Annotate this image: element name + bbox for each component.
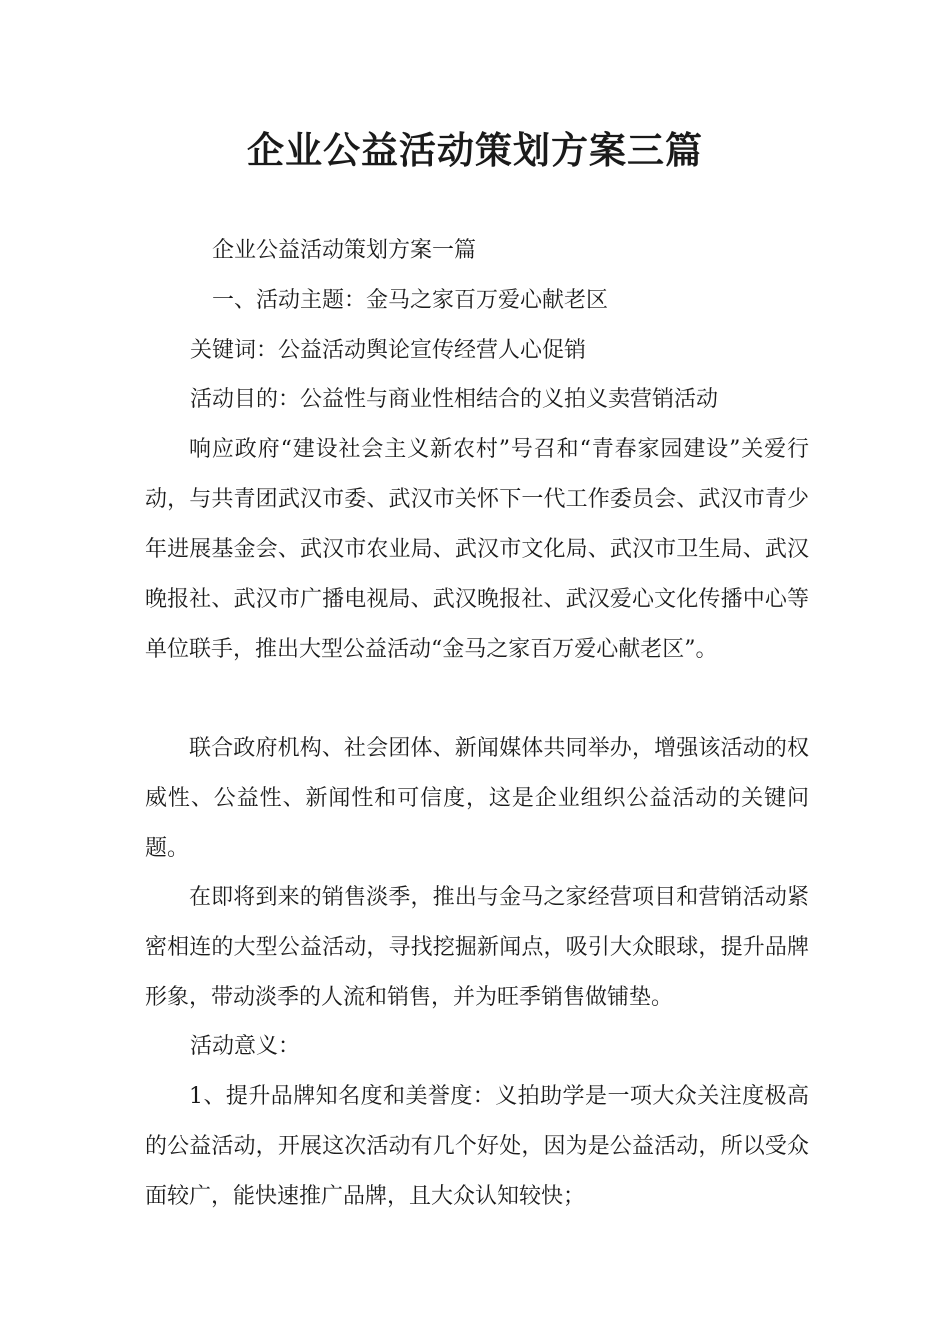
keywords-line: 关键词：公益活动舆论宣传经营人心促销 (190, 338, 587, 363)
point-1: 1、提升品牌知名度和美誉度：义拍助学是一项大众关注度极高的公益活动，开展这次活动有几个好处，因为是公益活动，所以受众面较广，能快速推广品牌，且大众认知较快； (145, 1084, 809, 1209)
document-title: 企业公益活动策划方案三篇 (247, 129, 703, 172)
paragraph-1: 响应政府“建设社会主义新农村”号召和“青春家园建设”关爱行动，与共青团武汉市委、武汉市关怀下一代工作委员会、武汉市青少年进展基金会、武汉市农业局、武汉市文化局、武汉市卫生局、武汉晚报社、武汉市广播电视局、武汉晚报社、武汉爱心文化传播中心等单位联手，推出大型公益活动“金马之家百万爱心献老区”。 (145, 437, 809, 662)
paragraph-3: 在即将到来的销售淡季，推出与金马之家经营项目和营销活动紧密相连的大型公益活动，寻找挖掘新闻点，吸引大众眼球，提升品牌形象，带动淡季的人流和销售，并为旺季销售做铺垫。 (145, 885, 809, 1010)
significance-label: 活动意义： (190, 1034, 301, 1059)
section-heading: 一、活动主题：金马之家百万爱心献老区 (212, 288, 609, 313)
purpose-line: 活动目的：公益性与商业性相结合的义拍义卖营销活动 (190, 387, 719, 412)
paragraph-2: 联合政府机构、社会团体、新闻媒体共同举办，增强该活动的权威性、公益性、新闻性和可信度，这是企业组织公益活动的关键问题。 (145, 736, 809, 861)
document-subtitle: 企业公益活动策划方案一篇 (212, 238, 477, 263)
